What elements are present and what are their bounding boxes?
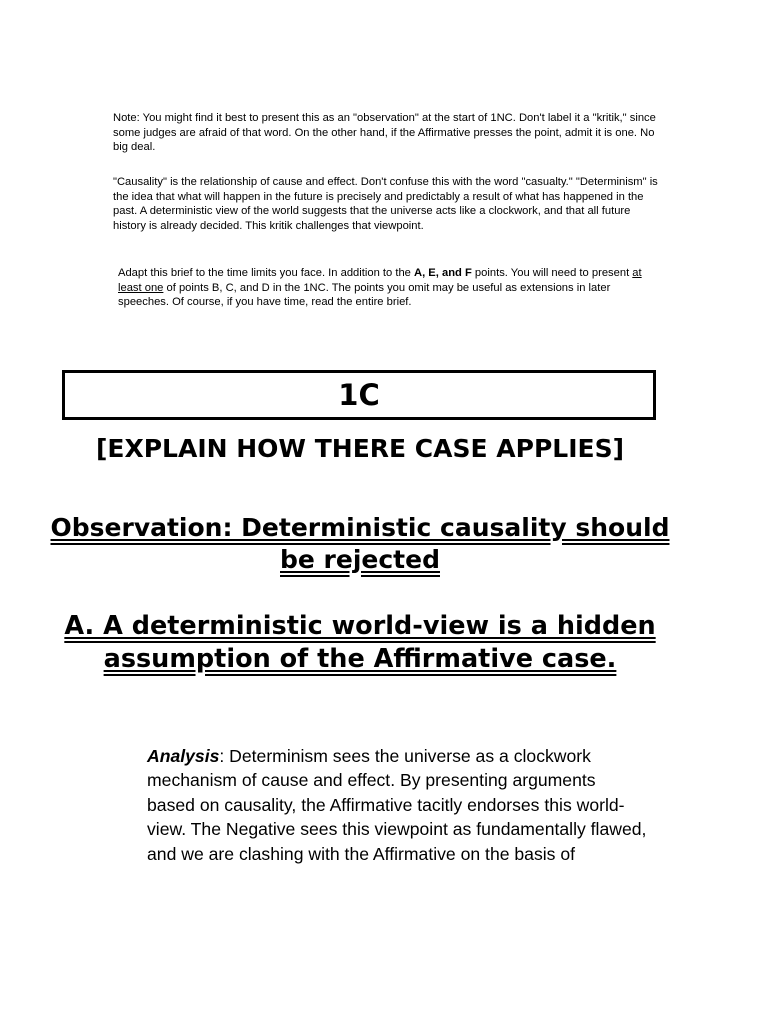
point-a-heading-text: A. A deterministic world-view is a hidden assumption of the Affirmative case.: [64, 611, 656, 674]
note-paragraph: Note: You might find it best to present this as an "observation" at the start of 1NC. Don't label it a "kritik," since some judges are afraid of that word. On the other hand, if the Affirmative presses the point, admit it is one. No big deal.: [113, 112, 656, 154]
adapt-bold-points: A, E, and F: [414, 267, 472, 279]
adapt-text-1: Adapt this brief to the time limits you face. In addition to the: [118, 267, 415, 279]
point-a-heading: [40, 610, 680, 676]
adapt-paragraph: [118, 266, 658, 310]
explain-heading: [EXPLAIN HOW THERE CASE APPLIES]: [95, 434, 625, 463]
section-title-box: 1C: [62, 370, 656, 420]
analysis-paragraph: [147, 744, 647, 866]
analysis-text: : Determinism sees the universe as a clockwork mechanism of cause and effect. By presenting arguments based on causality, the Affirmative tacitly endorses this world-view. The Negative sees this viewpoint as fundamentally flawed, and we are clashing with the Affirmative on the basis of: [147, 746, 647, 864]
definitions-paragraph: "Causality" is the relationship of cause and effect. Don't confuse this with the word "casualty." "Determinism" is the idea that what will happen in the future is precisely and predictably a result of what has happened in the past. A deterministic view of the world suggests that the universe acts like a clockwork, and that all future history is already decided. This kritik challenges that viewpoint.: [113, 176, 658, 232]
analysis-label: Analysis: [147, 746, 220, 766]
adapt-text-3: of points B, C, and D in the 1NC. The points you omit may be useful as extensions in later speeches. Of course, if you have time, read the entire brief.: [118, 281, 611, 309]
adapt-text-2: points. You will need to present: [471, 267, 633, 279]
adapt-underlined: at least one: [118, 267, 642, 294]
observation-heading-text: Observation: Deterministic causality should be rejected: [50, 513, 670, 574]
observation-heading: [40, 512, 680, 576]
